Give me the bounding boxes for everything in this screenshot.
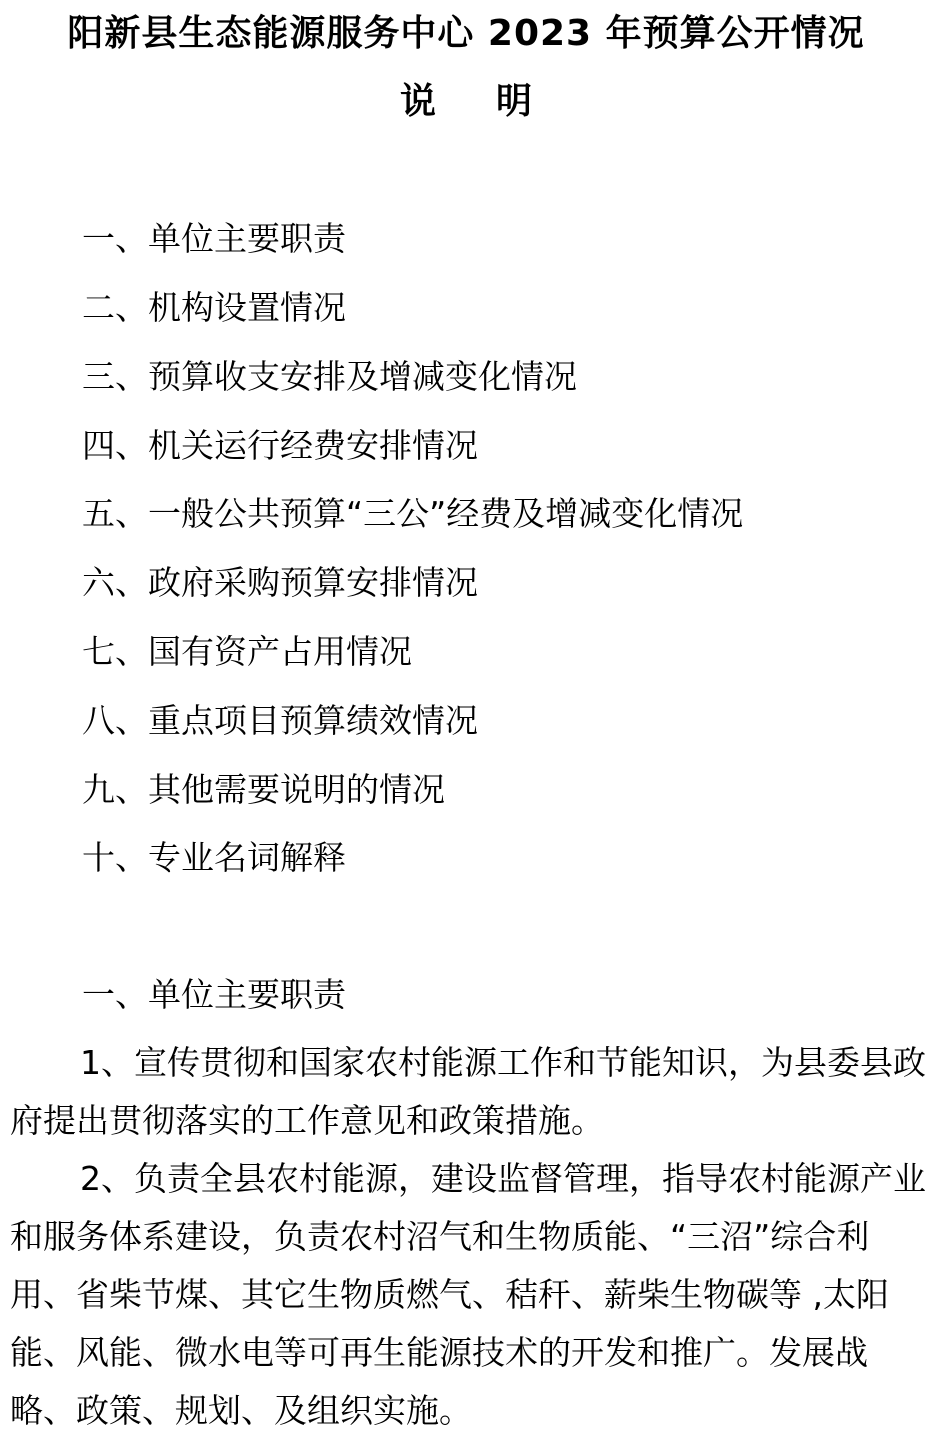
toc-item: 二、机构设置情况 bbox=[82, 288, 346, 327]
document-subtitle: 说明 bbox=[399, 81, 592, 122]
toc-item: 一、单位主要职责 bbox=[82, 219, 346, 258]
toc-item: 五、一般公共预算“三公”经费及增减变化情况 bbox=[82, 494, 744, 533]
toc-item: 九、其他需要说明的情况 bbox=[82, 770, 445, 809]
toc-item: 三、预算收支安排及增减变化情况 bbox=[82, 357, 577, 396]
toc-item: 六、政府采购预算安排情况 bbox=[82, 563, 478, 602]
body-paragraph: 2、负责全县农村能源，建设监督管理，指导农村能源产业和服务体系建设，负责农村沼气和生物质能、“三沼”综合利用、省柴节煤、其它生物质燃气、秸秆、薪柴生物碳等 ,太阳能、风能、微水电等可再生能源技术的开发和推广。发展战略、政策、规划、及组织实施。 bbox=[10, 1159, 926, 1430]
section-heading: 一、单位主要职责 bbox=[82, 975, 346, 1014]
toc-item: 八、重点项目预算绩效情况 bbox=[82, 701, 478, 740]
toc-item: 十、专业名词解释 bbox=[82, 838, 346, 877]
toc-item: 七、国有资产占用情况 bbox=[82, 632, 412, 671]
toc-item: 四、机关运行经费安排情况 bbox=[82, 426, 478, 465]
body-paragraph: 1、宣传贯彻和国家农村能源工作和节能知识，为县委县政府提出贯彻落实的工作意见和政策措施。 bbox=[10, 1043, 926, 1140]
document-title: 阳新县生态能源服务中心 2023 年预算公开情况 bbox=[67, 13, 865, 54]
